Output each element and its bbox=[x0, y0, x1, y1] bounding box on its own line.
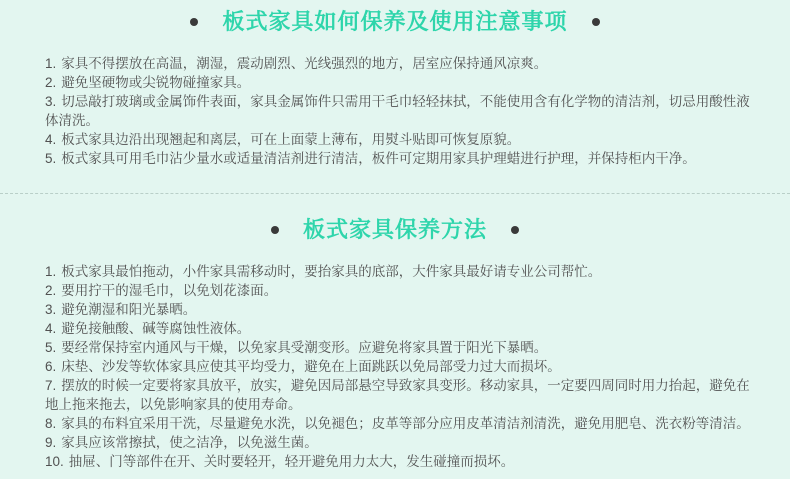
section-care-methods-title bbox=[0, 194, 790, 244]
item-number: 1. bbox=[45, 56, 57, 71]
care-methods-list bbox=[0, 262, 755, 471]
item-number: 5. bbox=[45, 151, 57, 166]
item-number: 2. bbox=[45, 75, 57, 90]
item-text: 家具不得摆放在高温，潮湿，震动剧烈、光线强烈的地方，居室应保持通风凉爽。 bbox=[61, 56, 548, 71]
list-item bbox=[45, 357, 755, 376]
list-item bbox=[45, 73, 755, 92]
item-text: 要经常保持室内通风与干燥，以免家具受潮变形。应避免将家具置于阳光下暴晒。 bbox=[61, 340, 548, 355]
item-text: 板式家具最怕拖动，小件家具需移动时，要抬家具的底部，大件家具最好请专业公司帮忙。 bbox=[61, 264, 602, 279]
list-item bbox=[45, 281, 755, 300]
item-text: 避免潮湿和阳光暴晒。 bbox=[61, 302, 197, 317]
list-item bbox=[45, 376, 755, 414]
item-text: 板式家具可用毛巾沾少量水或适量清洁剂进行清洁，板件可定期用家具护理蜡进行护理，并保持柜内干净。 bbox=[61, 151, 696, 166]
list-item bbox=[45, 338, 755, 357]
item-text: 床垫、沙发等软体家具应使其平均受力，避免在上面跳跃以免局部受力过大而损坏。 bbox=[61, 359, 561, 374]
item-number: 9. bbox=[45, 435, 57, 450]
item-number: 2. bbox=[45, 283, 57, 298]
item-number: 5. bbox=[45, 340, 57, 355]
usage-notes-list bbox=[0, 54, 755, 168]
list-item bbox=[45, 149, 755, 168]
item-number: 7. bbox=[45, 378, 57, 393]
item-number: 4. bbox=[45, 321, 57, 336]
bullet-dot-icon bbox=[511, 226, 519, 234]
item-text: 家具的布料宜采用干洗，尽量避免水洗，以免褪色；皮革等部分应用皮革清洁剂清洗，避免用肥皂、洗衣粉等清洁。 bbox=[61, 416, 750, 431]
item-number: 8. bbox=[45, 416, 57, 431]
section-title-text: 板式家具保养方法 bbox=[302, 217, 487, 242]
bullet-dot-icon bbox=[592, 18, 600, 26]
item-number: 3. bbox=[45, 94, 57, 109]
list-item bbox=[45, 300, 755, 319]
item-text: 避免接触酸、碱等腐蚀性液体。 bbox=[61, 321, 251, 336]
item-number: 6. bbox=[45, 359, 57, 374]
section-usage-notes-title bbox=[0, 0, 790, 36]
list-item bbox=[45, 54, 755, 73]
item-text: 板式家具边沿出现翘起和离层，可在上面蒙上薄布，用熨斗贴即可恢复原貌。 bbox=[61, 132, 521, 147]
list-item bbox=[45, 414, 755, 433]
list-item bbox=[45, 92, 755, 130]
item-number: 1. bbox=[45, 264, 57, 279]
item-number: 4. bbox=[45, 132, 57, 147]
bullet-dot-icon bbox=[271, 226, 279, 234]
list-item bbox=[45, 262, 755, 281]
list-item bbox=[45, 130, 755, 149]
item-number: 10. bbox=[45, 454, 64, 469]
item-text: 避免坚硬物或尖锐物碰撞家具。 bbox=[61, 75, 251, 90]
bullet-dot-icon bbox=[190, 18, 198, 26]
item-text: 家具应该常擦拭，使之洁净，以免滋生菌。 bbox=[61, 435, 318, 450]
section-care-methods bbox=[0, 194, 790, 471]
list-item bbox=[45, 433, 755, 452]
item-text: 摆放的时候一定要将家具放平，放实，避免因局部悬空导致家具变形。移动家具，一定要四周同时用力抬起，避免在地上拖来拖去，以免影响家具的使用寿命。 bbox=[45, 378, 750, 412]
list-item bbox=[45, 452, 755, 471]
list-item bbox=[45, 319, 755, 338]
item-text: 抽屉、门等部件在开、关时要轻开，轻开避免用力太大，发生碰撞而损坏。 bbox=[68, 454, 515, 469]
section-usage-notes bbox=[0, 0, 790, 168]
page-title: 板式家具如何保养及使用注意事项 bbox=[222, 9, 568, 34]
item-text: 要用拧干的湿毛巾，以免划花漆面。 bbox=[61, 283, 278, 298]
item-text: 切忌敲打玻璃或金属饰件表面，家具金属饰件只需用干毛巾轻轻抹拭，不能使用含有化学物的清洁剂，切忌用酸性液体清洗。 bbox=[45, 94, 750, 128]
item-number: 3. bbox=[45, 302, 57, 317]
